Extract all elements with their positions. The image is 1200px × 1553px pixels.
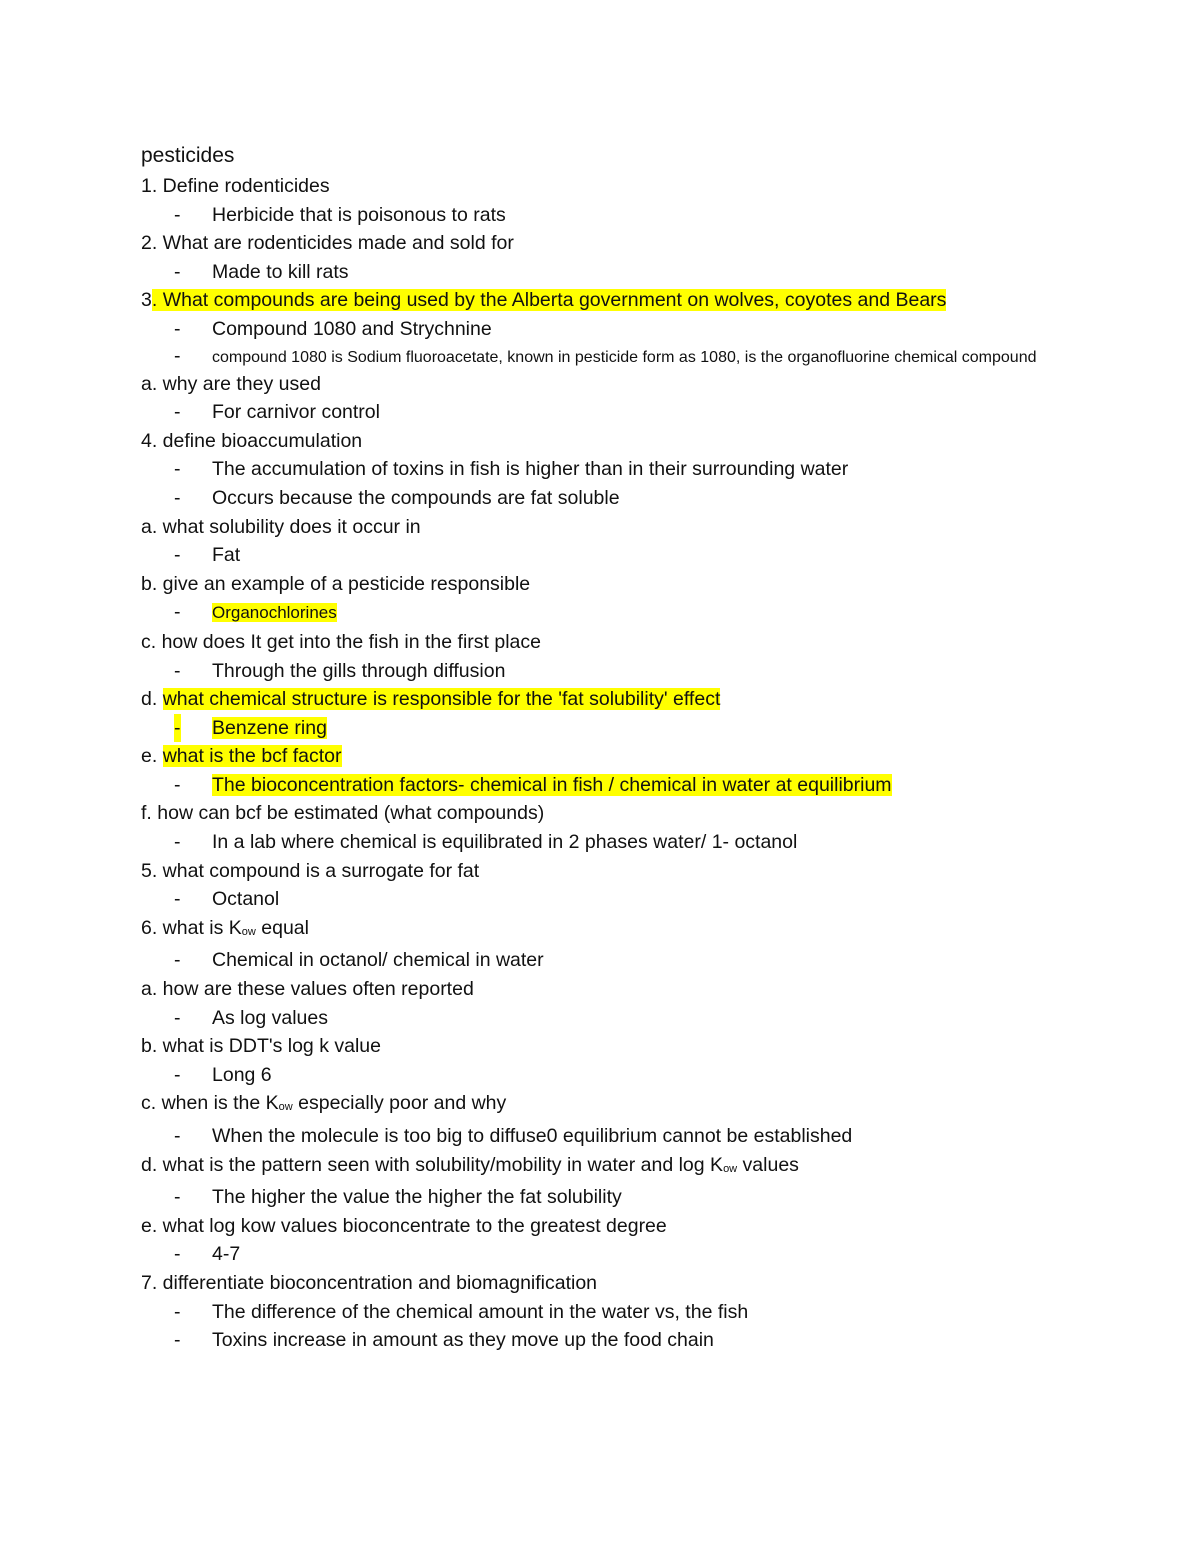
bullet-dash: -	[174, 1300, 181, 1323]
answer-4c-1	[141, 657, 1061, 686]
question-text: c. when is the K	[141, 1092, 279, 1115]
question-2: 2. What are rodenticides made and sold for	[141, 232, 514, 255]
question-1: 1. Define rodenticides	[141, 175, 330, 197]
bullet-dash: -	[174, 1329, 181, 1352]
question-6c	[141, 1089, 1061, 1122]
bullet-dash: -	[174, 458, 181, 481]
answer-4-2	[141, 484, 1061, 513]
bullet-dash: -	[174, 949, 181, 972]
question-4b: b. give an example of a pesticide responsible	[141, 572, 531, 595]
answer-text: Octanol	[212, 888, 280, 911]
question-prefix: e.	[141, 745, 163, 768]
answer-text: Long 6	[212, 1063, 272, 1086]
subscript: ow	[723, 1162, 738, 1175]
bullet-dash: -	[174, 203, 181, 226]
question-6a: a. how are these values often reported	[141, 978, 474, 1001]
document-page	[141, 140, 1061, 1355]
bullet-dash: -	[174, 1006, 181, 1029]
answer-6a-1	[141, 1004, 1061, 1033]
question-6b: b. what is DDT's log k value	[141, 1035, 381, 1058]
bullet-dash: -	[174, 773, 181, 796]
bullet-dash: -	[174, 1125, 181, 1147]
question-4: 4. define bioaccumulation	[141, 429, 363, 452]
answer-6e-1	[141, 1240, 1061, 1269]
bullet-dash: -	[174, 401, 181, 424]
answer-4-1	[141, 455, 1061, 484]
answer-text: Through the gills through diffusion	[212, 659, 506, 682]
highlighted-text: The bioconcentration factors- chemical in fish / chemical in water at equilibrium	[212, 773, 892, 796]
answer-2-1	[141, 258, 1061, 287]
question-number: 3	[141, 289, 152, 312]
answer-3-1	[141, 315, 1061, 344]
answer-text: Compound 1080 and Strychnine	[212, 317, 492, 340]
bullet-dash: -	[174, 344, 181, 367]
answer-text: As log values	[212, 1006, 328, 1029]
answer-4b-1	[141, 598, 1061, 628]
bullet-dash: -	[174, 1186, 181, 1209]
answer-4e-1	[141, 771, 1061, 800]
question-7: 7. differentiate bioconcentration and biomagnification	[141, 1271, 598, 1294]
highlighted-text: what chemical structure is responsible for the 'fat solubility' effect	[162, 688, 721, 711]
highlighted-text: Organochlorines	[212, 603, 337, 623]
answer-3a-1	[141, 398, 1061, 427]
answer-text: 4-7	[212, 1243, 241, 1266]
question-text: d. what is the pattern seen with solubility/mobility in water and log K	[141, 1153, 724, 1176]
answer-4a-1	[141, 541, 1061, 570]
subscript: ow	[278, 1101, 293, 1114]
question-4c: c. how does It get into the fish in the first place	[141, 630, 541, 653]
answer-text: The accumulation of toxins in fish is higher than in their surrounding water	[212, 458, 849, 481]
question-text: equal	[255, 916, 309, 939]
answer-6-1	[141, 946, 1061, 975]
question-5: 5. what compound is a surrogate for fat	[141, 859, 480, 882]
question-4e	[141, 742, 1061, 771]
answer-1-1	[141, 201, 1061, 230]
highlighted-text: Benzene ring	[212, 716, 327, 739]
question-4a: a. what solubility does it occur in	[141, 515, 421, 538]
question-6d	[141, 1151, 1061, 1184]
bullet-dash: -	[174, 888, 181, 911]
question-4d	[141, 685, 1061, 714]
question-6	[141, 914, 1061, 947]
bullet-dash: -	[174, 317, 181, 340]
bullet-dash: -	[174, 260, 181, 283]
bullet-dash: -	[174, 544, 181, 567]
answer-4f-1	[141, 828, 1061, 857]
bullet-dash: -	[174, 1243, 181, 1266]
question-3	[141, 286, 1061, 315]
answer-3-2	[141, 344, 1061, 370]
answer-text: In a lab where chemical is equilibrated in 2 phases water/ 1- octanol	[212, 831, 798, 854]
answer-text: compound 1080 is Sodium fluoroacetate, known in pesticide form as 1080, is the organofluorine chemical compound	[212, 348, 1037, 366]
answer-text: The higher the value the higher the fat solubility	[212, 1186, 622, 1209]
question-4f: f. how can bcf be estimated (what compounds)	[141, 802, 545, 825]
bullet-dash: -	[174, 1063, 181, 1086]
bullet-dash: -	[174, 831, 181, 854]
answer-text: Fat	[212, 544, 241, 567]
question-text: especially poor and why	[292, 1092, 507, 1115]
answer-text: Occurs because the compounds are fat soluble	[212, 486, 620, 509]
highlighted-text: . What compounds are being used by the Alberta government on wolves, coyotes and Bears	[151, 289, 947, 312]
answer-text: The difference of the chemical amount in the water vs, the fish	[212, 1300, 749, 1323]
subscript: ow	[241, 925, 256, 938]
answer-text: Toxins increase in amount as they move up the food chain	[212, 1329, 714, 1352]
question-text: values	[737, 1153, 799, 1176]
bullet-dash: -	[174, 714, 181, 743]
answer-6b-1	[141, 1061, 1061, 1090]
question-3a: a. why are they used	[141, 372, 321, 395]
answer-6c-1	[141, 1122, 1061, 1151]
bullet-dash: -	[174, 659, 181, 682]
question-prefix: d.	[141, 688, 163, 711]
question-6e: e. what log kow values bioconcentrate to the greatest degree	[141, 1214, 667, 1237]
answer-text: When the molecule is too big to diffuse0 equilibrium cannot be established	[212, 1125, 853, 1147]
answer-7-1	[141, 1298, 1061, 1327]
bullet-dash: -	[174, 486, 181, 509]
answer-text: For carnivor control	[212, 401, 380, 424]
answer-text: Made to kill rats	[212, 260, 349, 283]
answer-4d-1	[141, 714, 1061, 743]
answer-6d-1	[141, 1183, 1061, 1212]
answer-text: Herbicide that is poisonous to rats	[212, 203, 506, 226]
answer-5-1	[141, 885, 1061, 914]
question-text: 6. what is K	[141, 916, 242, 939]
answer-text: Chemical in octanol/ chemical in water	[212, 949, 544, 972]
highlighted-text: what is the bcf factor	[162, 745, 342, 768]
answer-7-2	[141, 1326, 1061, 1355]
bullet-dash: -	[174, 601, 181, 624]
document-title: pesticides	[141, 144, 235, 167]
